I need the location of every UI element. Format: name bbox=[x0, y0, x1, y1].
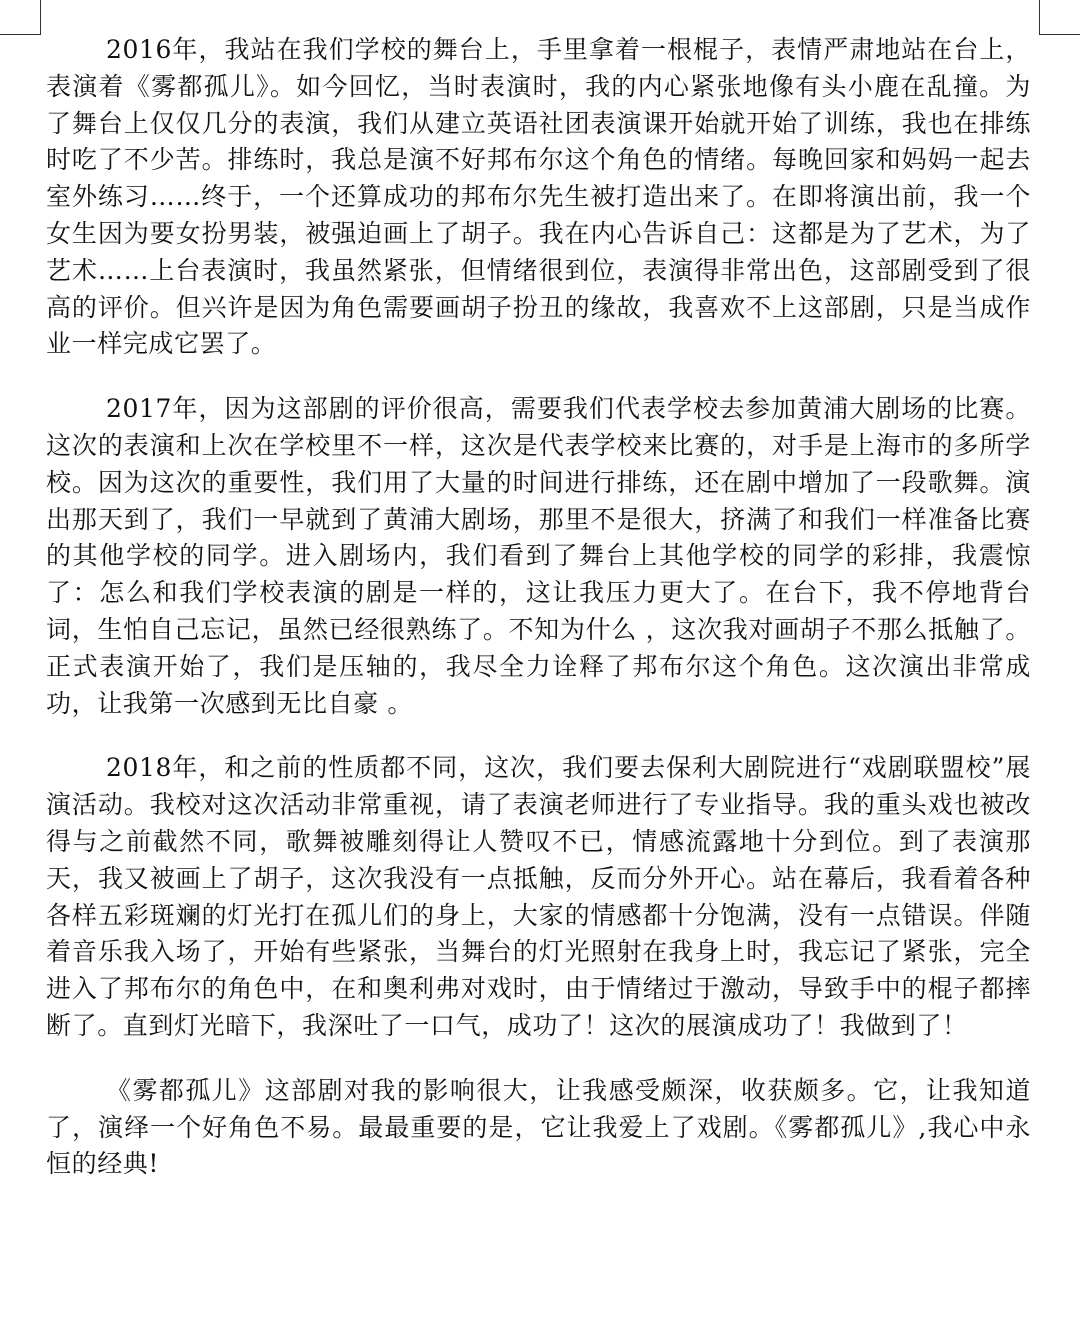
top-right-corner-mark bbox=[1039, 0, 1080, 35]
top-left-corner-mark bbox=[0, 0, 41, 35]
paragraph-conclusion: 《雾都孤儿》这部剧对我的影响很大，让我感受颇深，收获颇多。它，让我知道了，演绎一个好角色不易。最最重要的是，它让我爱上了戏剧。《雾都孤儿》,我心中永恒的经典! bbox=[46, 1075, 1031, 1179]
essay-body bbox=[46, 32, 1031, 1211]
paragraph-2016: 2016年，我站在我们学校的舞台上，手里拿着一根棍子，表情严肃地站在台上，表演着《雾都孤儿》。如今回忆，当时表演时，我的内心紧张地像有头小鹿在乱撞。为了舞台上仅仅几分的表演，我们从建立英语社团表演课开始就开始了训练，我也在排练时吃了不少苦。排练时，我总是演不好邦布尔这个角色的情绪。每晚回家和妈妈一起去室外练习……终于，一个还算成功的邦布尔先生被打造出来了。在即将演出前，我一个女生因为要女扮男装，被强迫画上了胡子。我在内心告诉自己：这都是为了艺术，为了艺术……上台表演时，我虽然紧张，但情绪很到位，表演得非常出色，这部剧受到了很高的评价。但兴许是因为角色需要画胡子扮丑的缘故，我喜欢不上这部剧，只是当成作业一样完成它罢了。 bbox=[46, 35, 1031, 359]
paragraph-2018: 2018年，和之前的性质都不同，这次，我们要去保利大剧院进行“戏剧联盟校”展演活动。我校对这次活动非常重视，请了表演老师进行了专业指导。我的重头戏也被改得与之前截然不同，歌舞被雕刻得让人赞叹不已，情感流露地十分到位。到了表演那天，我又被画上了胡子，这次我没有一点抵触，反而分外开心。站在幕后，我看着各种各样五彩斑斓的灯光打在孤儿们的身上，大家的情感都十分饱满，没有一点错误。伴随着音乐我入场了，开始有些紧张，当舞台的灯光照射在我身上时，我忘记了紧张，完全进入了邦布尔的角色中，在和奥利弗对戏时，由于情绪过于激动，导致手中的棍子都摔断了。直到灯光暗下，我深吐了一口气，成功了！这次的展演成功了！我做到了！ bbox=[46, 753, 1031, 1040]
paragraph-2017: 2017年，因为这部剧的评价很高，需要我们代表学校去参加黄浦大剧场的比赛。这次的表演和上次在学校里不一样，这次是代表学校来比赛的，对手是上海市的多所学校。因为这次的重要性，我们用了大量的时间进行排练，还在剧中增加了一段歌舞。演出那天到了，我们一早就到了黄浦大剧场，那里不是很大，挤满了和我们一样准备比赛的其他学校的同学。进入剧场内，我们看到了舞台上其他学校的同学的彩排，我震惊了：怎么和我们学校表演的剧是一样的，这让我压力更大了。在台下，我不停地背台词，生怕自己忘记，虽然已经很熟练了。不知为什么 ，这次我对画胡子不那么抵触了。正式表演开始了，我们是压轴的，我尽全力诠释了邦布尔这个角色。这次演出非常成功，让我第一次感到无比自豪 。 bbox=[46, 394, 1031, 718]
